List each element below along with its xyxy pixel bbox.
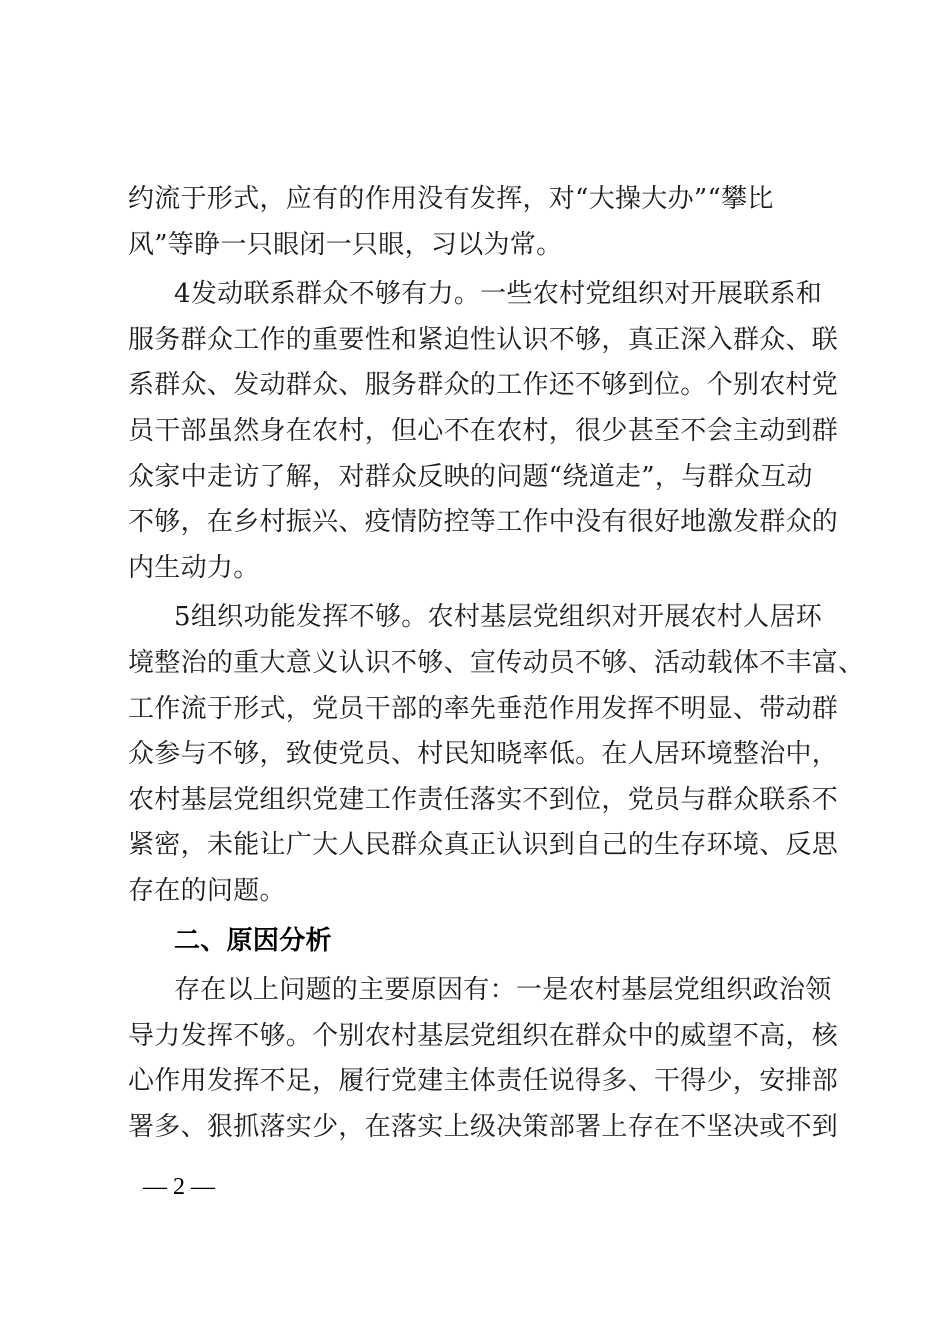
text-line: 署多、狠抓落实少，在落实上级决策部署上存在不坚决或不到 <box>128 1111 839 1142</box>
text-line: 工作流于形式，党员干部的率先垂范作用发挥不明显、带动群 <box>128 693 839 724</box>
text-line: 风”等睁一只眼闭一只眼，习以为常。 <box>128 229 563 260</box>
text-line: 心作用发挥不足，履行党建主体责任说得多、干得少，安排部 <box>128 1066 839 1097</box>
paragraph <box>128 177 828 268</box>
document-body <box>128 177 865 1154</box>
text-line: 农村基层党组织党建工作责任落实不到位，党员与群众联系不 <box>128 784 839 815</box>
text-line: 4发动联系群众不够有力。一些农村党组织对开展联系和 <box>174 279 823 310</box>
text-line: 众参与不够，致使党员、村民知晓率低。在人居环境整治中， <box>128 739 839 770</box>
text-line: 众家中走访了解，对群众反映的问题“绕道走”，与群众互动 <box>128 461 813 492</box>
text-line: 员干部虽然身在农村，但心不在农村，很少甚至不会主动到群 <box>128 415 839 446</box>
text-line: 内生动力。 <box>128 552 260 583</box>
text-line: 约流于形式，应有的作用没有发挥，对“大操大办”“攀比 <box>128 184 774 214</box>
text-line: 5组织功能发挥不够。农村基层党组织对开展农村人居环 <box>174 602 823 633</box>
page-number: — 2 — <box>143 1174 215 1200</box>
paragraph <box>128 595 865 914</box>
paragraph <box>128 968 839 1150</box>
text-line: 境整治的重大意义认识不够、宣传动员不够、活动载体不丰富、 <box>128 647 865 678</box>
text-line: 存在的问题。 <box>128 875 286 906</box>
section-heading <box>128 919 828 965</box>
text-line: 存在以上问题的主要原因有：一是农村基层党组织政治领 <box>174 975 832 1006</box>
text-line: 系群众、发动群众、服务群众的工作还不够到位。个别农村党 <box>128 370 839 401</box>
paragraph <box>128 272 839 591</box>
text-line: 导力发挥不够。个别农村基层党组织在群众中的威望不高，核 <box>128 1020 839 1051</box>
text-line: 紧密，未能让广大人民群众真正认识到自己的生存环境、反思 <box>128 830 839 861</box>
text-line: 二、原因分析 <box>174 925 332 956</box>
text-line: 不够，在乡村振兴、疫情防控等工作中没有很好地激发群众的 <box>128 507 839 538</box>
text-line: 服务群众工作的重要性和紧迫性认识不够，真正深入群众、联 <box>128 324 839 355</box>
